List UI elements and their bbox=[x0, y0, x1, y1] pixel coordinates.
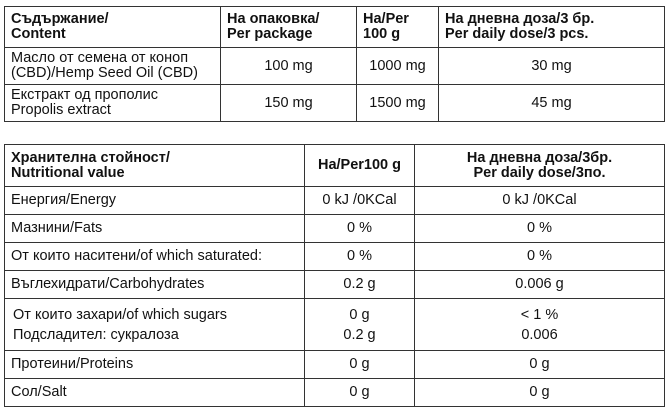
per100-value: 0 g bbox=[305, 379, 415, 407]
package-header-bg: На опаковка/ bbox=[227, 11, 320, 27]
daily-value: 0 g bbox=[415, 351, 665, 379]
per100-value: 0 kJ /0KCal bbox=[305, 187, 415, 215]
sweetener-label: Подсладител: сукралоза bbox=[13, 326, 179, 343]
nutrient-header-en: Nutritional value bbox=[11, 164, 125, 181]
sugars-daily: < 1 % bbox=[520, 306, 559, 323]
table-row-sugars bbox=[5, 299, 665, 351]
ingredient-name-line1: Екстракт од прополис bbox=[11, 87, 158, 103]
package-value: 150 mg bbox=[221, 85, 357, 122]
per100-value: 1500 mg bbox=[357, 85, 439, 122]
per100-column-header bbox=[357, 7, 439, 48]
package-header-en: Per package bbox=[227, 26, 313, 42]
sugars-per100: 0 g bbox=[349, 306, 370, 323]
content-header-bg: Съдържание/ bbox=[11, 11, 109, 27]
per100-column-header: На/Per100 g bbox=[305, 145, 415, 187]
per100-value: 0 % bbox=[305, 243, 415, 271]
table-row bbox=[5, 271, 665, 299]
table-row bbox=[5, 85, 665, 122]
per100-value: 0 g bbox=[305, 351, 415, 379]
nutrient-name: От които наситени/of which saturated: bbox=[5, 243, 305, 271]
daily-header-bg: На дневна доза/3бр. bbox=[466, 149, 613, 166]
nutrient-name: Сол/Salt bbox=[5, 379, 305, 407]
per100-header-bg: На/Per bbox=[363, 11, 409, 27]
daily-header-en: Per daily dose/3 pcs. bbox=[445, 26, 589, 42]
ingredient-name bbox=[5, 48, 221, 85]
table-row bbox=[5, 48, 665, 85]
package-column-header bbox=[221, 7, 357, 48]
sugars-label: От които захари/of which sugars bbox=[13, 306, 227, 323]
per100-value: 0 % bbox=[305, 215, 415, 243]
ingredient-name-line1: Масло от семена от коноп bbox=[11, 50, 189, 66]
per100-value: 1000 mg bbox=[357, 48, 439, 85]
package-value: 100 mg bbox=[221, 48, 357, 85]
content-table bbox=[4, 6, 665, 122]
daily-value: 0 % bbox=[415, 243, 665, 271]
table-row bbox=[5, 215, 665, 243]
nutrient-name: Мазнини/Fats bbox=[5, 215, 305, 243]
daily-column-header bbox=[439, 7, 665, 48]
content-header-row bbox=[5, 7, 665, 48]
nutrition-table bbox=[4, 144, 665, 407]
ingredient-name-line2: (CBD)/Hemp Seed Oil (CBD) bbox=[11, 65, 198, 81]
table-row bbox=[5, 243, 665, 271]
ingredient-name-line2: Propolis extract bbox=[11, 102, 111, 118]
per100-value: 0.2 g bbox=[305, 271, 415, 299]
daily-header-en: Per daily dose/3по. bbox=[473, 164, 606, 181]
table-row bbox=[5, 187, 665, 215]
nutrient-header-bg: Хранителна стойност/ bbox=[11, 149, 170, 166]
daily-value: 0.006 g bbox=[415, 271, 665, 299]
nutrient-name bbox=[5, 299, 305, 351]
daily-value: 30 mg bbox=[439, 48, 665, 85]
content-header-en: Content bbox=[11, 26, 66, 42]
content-column-header bbox=[5, 7, 221, 48]
nutrient-column-header bbox=[5, 145, 305, 187]
table-row bbox=[5, 379, 665, 407]
daily-value: 0 kJ /0KCal bbox=[415, 187, 665, 215]
sweetener-daily: 0.006 bbox=[521, 326, 558, 343]
daily-value: 0 % bbox=[415, 215, 665, 243]
table-row bbox=[5, 351, 665, 379]
sweetener-per100: 0.2 g bbox=[343, 326, 376, 343]
nutrient-name: Енергия/Energy bbox=[5, 187, 305, 215]
daily-column-header bbox=[415, 145, 665, 187]
ingredient-name bbox=[5, 85, 221, 122]
per100-header-en: 100 g bbox=[363, 26, 401, 42]
nutrient-name: Протеини/Proteins bbox=[5, 351, 305, 379]
nutrient-name: Въглехидрати/Carbohydrates bbox=[5, 271, 305, 299]
daily-header-bg: На дневна доза/3 бр. bbox=[445, 11, 595, 27]
daily-value: 0 g bbox=[415, 379, 665, 407]
nutrition-header-row bbox=[5, 145, 665, 187]
daily-value: 45 mg bbox=[439, 85, 665, 122]
daily-value bbox=[415, 299, 665, 351]
per100-value bbox=[305, 299, 415, 351]
